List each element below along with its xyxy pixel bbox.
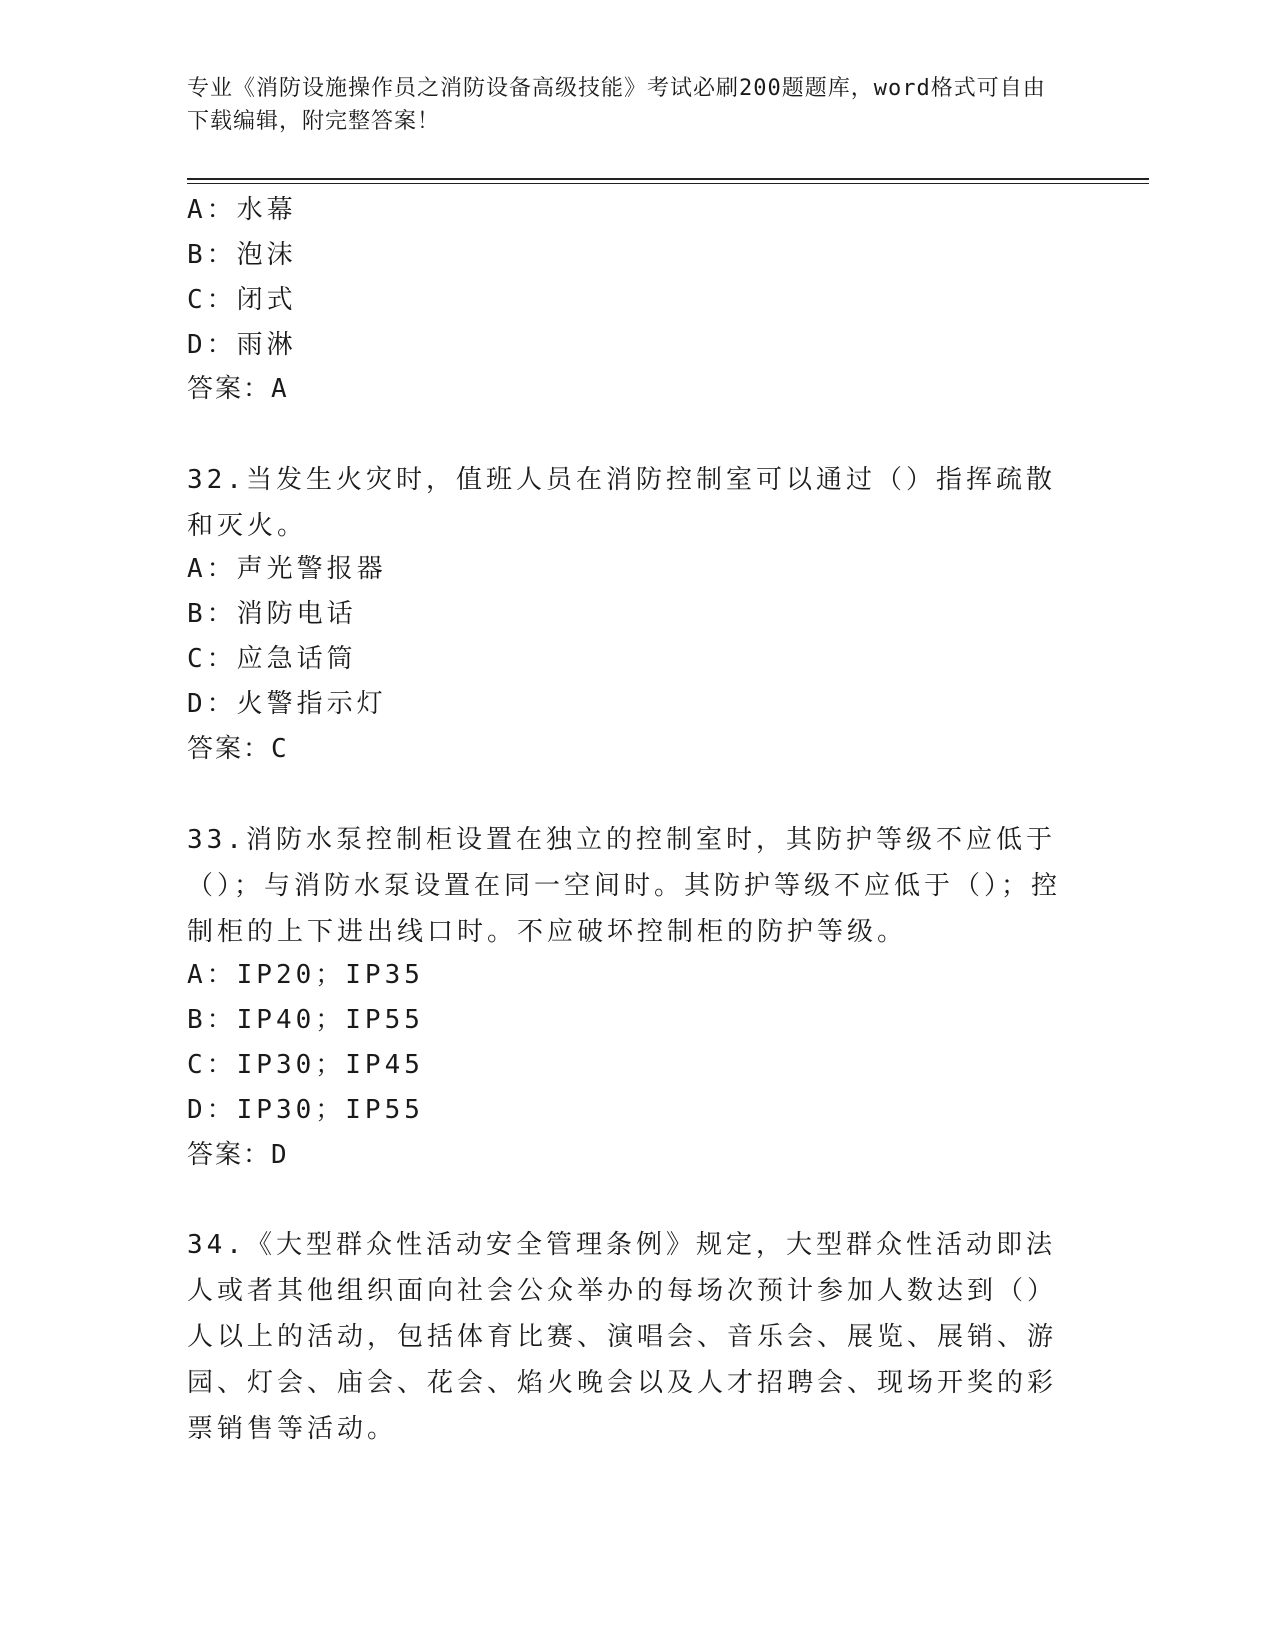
header-divider-thin: [187, 183, 1149, 184]
q33-option-c: C：IP30；IP45: [187, 1050, 424, 1080]
q31-option-d: D：雨淋: [187, 330, 297, 360]
q31-option-a: A：水幕: [187, 195, 297, 225]
q34-question: 34.《大型群众性活动安全管理条例》规定，大型群众性活动即法人或者其他组织面向社会公众举办的每场次预计参加人数达到（）人以上的活动，包括体育比赛、演唱会、音乐会、展览、展销、游园、灯会、庙会、花会、焰火晚会以及人才招聘会、现场开奖的彩票销售等活动。: [187, 1230, 1058, 1444]
q32-answer: 答案：C: [187, 734, 289, 764]
q33-answer: 答案：D: [187, 1140, 289, 1170]
q32-option-b: B：消防电话: [187, 599, 357, 629]
document-header: 专业《消防设施操作员之消防设备高级技能》考试必刷200题题库，word格式可自由下载编辑，附完整答案！: [187, 76, 1046, 134]
q32-question: 32.当发生火灾时，值班人员在消防控制室可以通过（）指挥疏散和灭火。: [187, 465, 1056, 541]
q32-option-c: C：应急话筒: [187, 644, 357, 674]
header-divider-thick: [187, 178, 1149, 180]
q33-question: 33.消防水泵控制柜设置在独立的控制室时，其防护等级不应低于（）；与消防水泵设置在同一空间时。其防护等级不应低于（）；控制柜的上下进出线口时。不应破坏控制柜的防护等级。: [187, 825, 1062, 947]
q32-option-d: D：火警指示灯: [187, 689, 387, 719]
q33-option-b: B：IP40；IP55: [187, 1005, 424, 1035]
q32-option-a: A：声光警报器: [187, 554, 387, 584]
q31-answer: 答案：A: [187, 374, 289, 404]
q33-option-a: A：IP20；IP35: [187, 960, 424, 990]
q31-option-b: B：泡沫: [187, 240, 297, 270]
q33-option-d: D：IP30；IP55: [187, 1095, 424, 1125]
q31-option-c: C：闭式: [187, 285, 297, 315]
